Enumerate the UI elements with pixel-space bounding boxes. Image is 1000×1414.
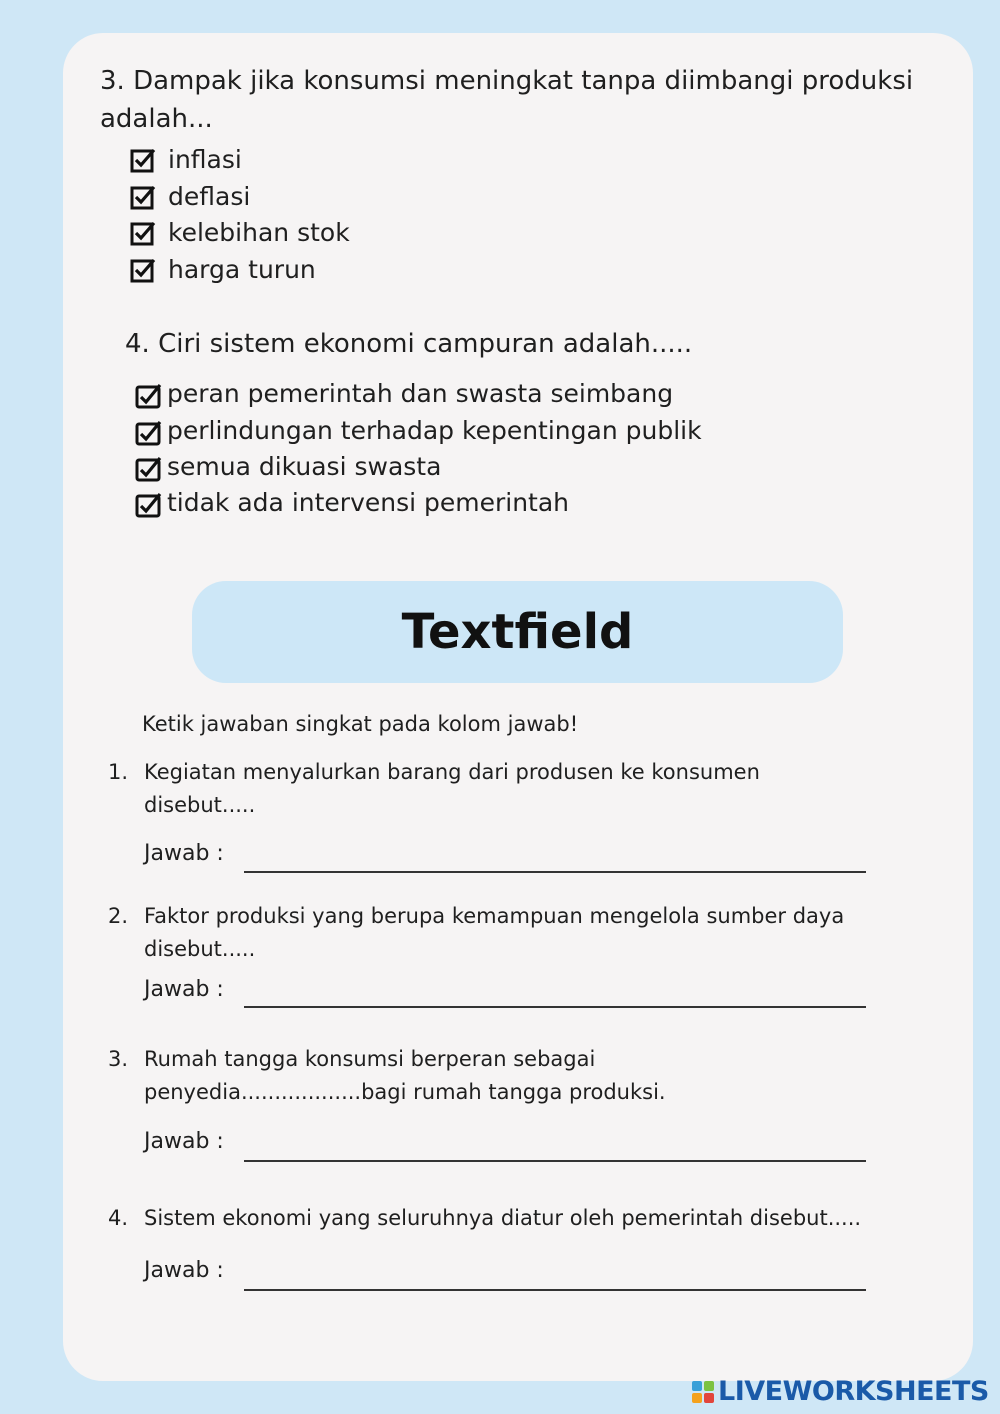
checkbox-checked-icon[interactable] xyxy=(135,454,161,480)
checkbox-checked-icon[interactable] xyxy=(135,490,161,516)
checkbox-checked-icon[interactable] xyxy=(135,418,161,444)
liveworksheets-logo xyxy=(692,1376,989,1407)
answer-input-3[interactable] xyxy=(244,1132,866,1162)
checkbox-checked-icon[interactable] xyxy=(130,257,156,283)
tf-question-number: 3. xyxy=(108,1047,129,1071)
tf-question-number: 2. xyxy=(108,904,129,928)
q4-option-2[interactable] xyxy=(135,416,702,446)
tf-question-line: Kegiatan menyalurkan barang dari produsen ke konsumen xyxy=(144,760,760,784)
instruction-text: Ketik jawaban singkat pada kolom jawab! xyxy=(142,712,579,736)
q3-option-2[interactable] xyxy=(130,182,250,212)
q3-option-1[interactable] xyxy=(130,145,242,175)
liveworksheets-logo-icon xyxy=(692,1381,714,1403)
tf-question-2-text xyxy=(144,900,904,966)
tf-question-number: 1. xyxy=(108,760,129,784)
q3-option-label: harga turun xyxy=(168,255,316,284)
answer-label: Jawab : xyxy=(144,1129,224,1154)
answer-label: Jawab : xyxy=(144,977,224,1002)
checkbox-checked-icon[interactable] xyxy=(135,381,161,407)
answer-input-2[interactable] xyxy=(244,978,866,1008)
q4-option-4[interactable] xyxy=(135,488,569,518)
q3-option-label: deflasi xyxy=(168,182,251,211)
question-3-title: 3. Dampak jika konsumsi meningkat tanpa diimbangi produksi adalah... xyxy=(100,66,914,134)
answer-label: Jawab : xyxy=(144,841,224,866)
q4-option-1[interactable] xyxy=(135,379,673,409)
checkbox-checked-icon[interactable] xyxy=(130,184,156,210)
section-heading: Textfield xyxy=(401,604,634,660)
checkbox-checked-icon[interactable] xyxy=(130,147,156,173)
q3-option-4[interactable] xyxy=(130,255,316,285)
tf-question-1-text xyxy=(144,756,904,822)
logo-text: LIVEWORKSHEETS xyxy=(718,1376,989,1407)
checkbox-checked-icon[interactable] xyxy=(130,220,156,246)
tf-question-4-text xyxy=(144,1202,904,1235)
tf-question-line: Rumah tangga konsumsi berperan sebagai xyxy=(144,1047,596,1071)
q4-option-label: peran pemerintah dan swasta seimbang xyxy=(167,379,674,408)
answer-input-4[interactable] xyxy=(244,1261,866,1291)
tf-question-3-text xyxy=(144,1043,904,1109)
q4-option-3[interactable] xyxy=(135,452,441,482)
tf-question-line: penyedia..................bagi rumah tangga produksi. xyxy=(144,1080,666,1104)
tf-question-line: Faktor produksi yang berupa kemampuan mengelola sumber daya xyxy=(144,904,845,928)
q4-option-label: semua dikuasi swasta xyxy=(167,452,442,481)
tf-question-line: disebut..... xyxy=(144,793,256,817)
tf-question-line: disebut..... xyxy=(144,937,256,961)
textfield-section-banner xyxy=(192,581,843,683)
q3-option-3[interactable] xyxy=(130,218,350,248)
q4-option-label: perlindungan terhadap kepentingan publik xyxy=(167,416,702,445)
answer-label: Jawab : xyxy=(144,1258,224,1283)
tf-question-line: Sistem ekonomi yang seluruhnya diatur oleh pemerintah disebut..... xyxy=(144,1206,862,1230)
tf-question-number: 4. xyxy=(108,1206,129,1230)
q3-option-label: inflasi xyxy=(168,145,242,174)
question-4-title: 4. Ciri sistem ekonomi campuran adalah..... xyxy=(125,329,693,359)
q3-option-label: kelebihan stok xyxy=(168,218,350,247)
q4-option-label: tidak ada intervensi pemerintah xyxy=(167,488,570,517)
answer-input-1[interactable] xyxy=(244,843,866,873)
